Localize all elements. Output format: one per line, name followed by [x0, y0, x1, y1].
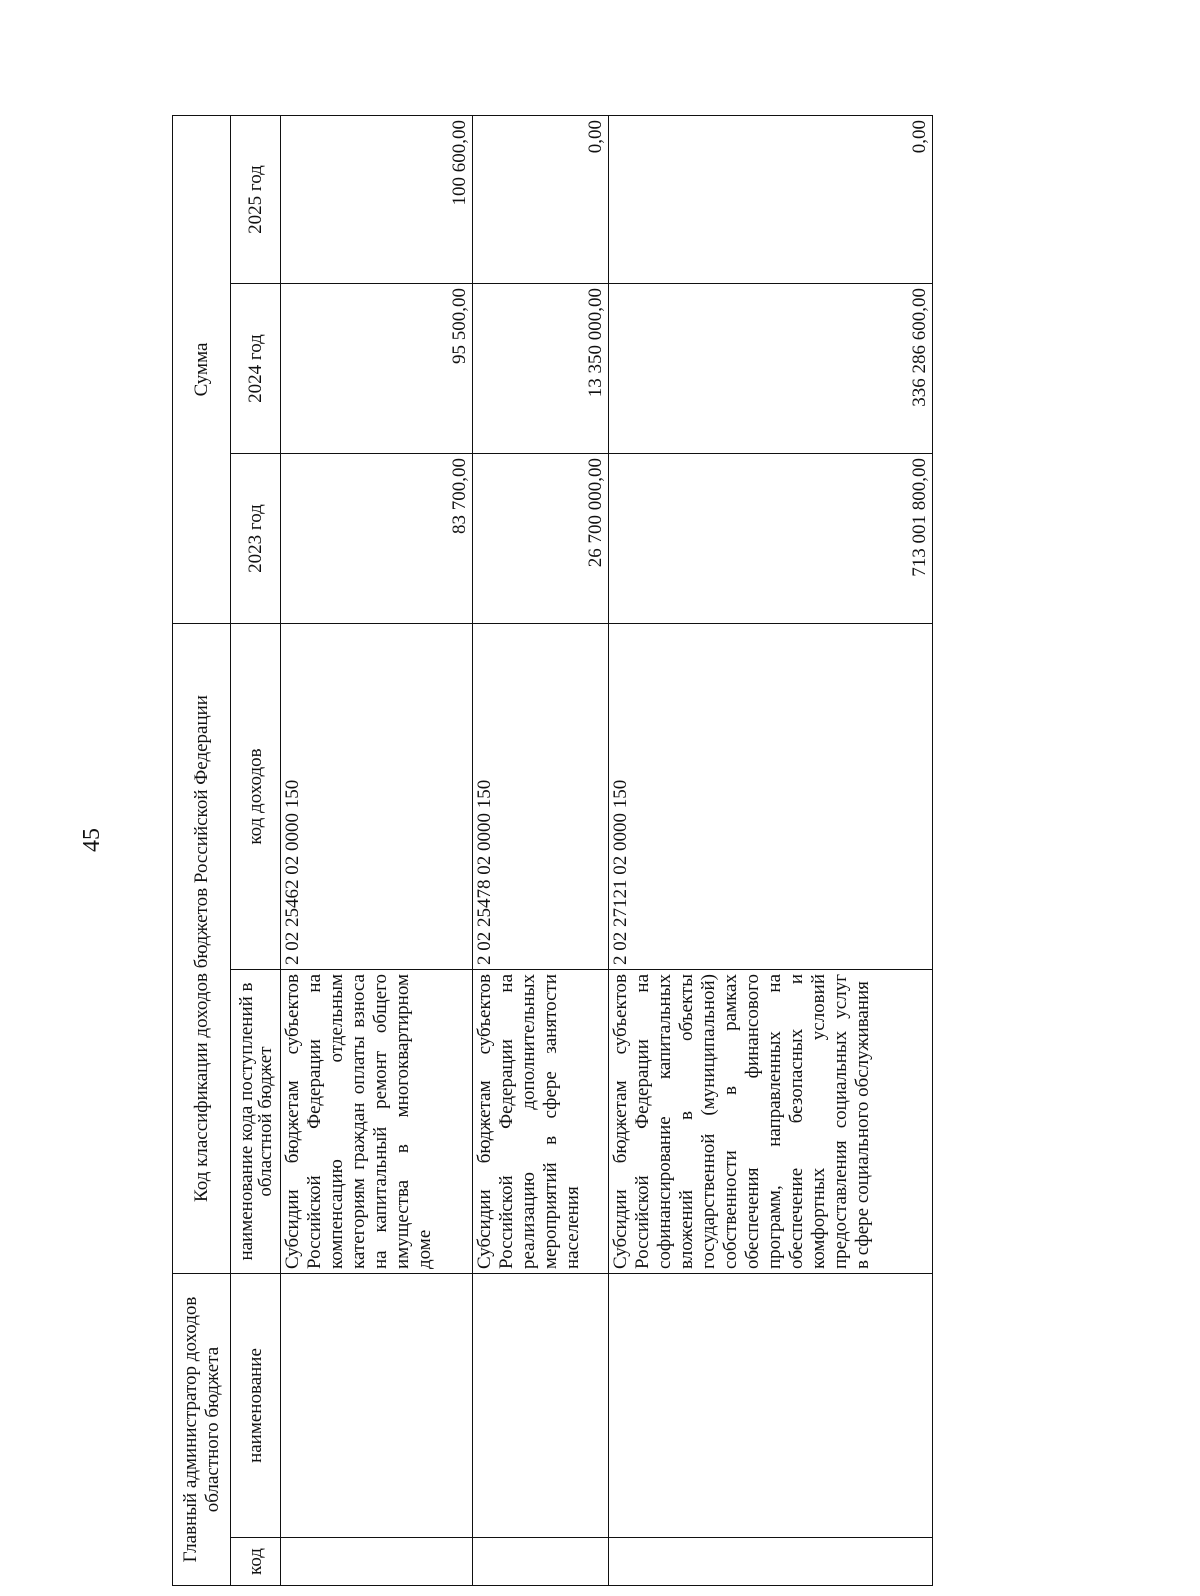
- cell-admin-name: [609, 1274, 933, 1538]
- header-main-administrator: Главный администратор доходов областного бюджета: [173, 1274, 231, 1586]
- header-admin-code: код: [231, 1538, 281, 1586]
- header-row-2: [231, 116, 281, 1586]
- cell-income-name: Субсидии бюджетам субъектов Российской Федерации на реализацию дополнительных мероприятий в сфере занятости населения: [473, 970, 609, 1274]
- cell-income-code: 2 02 27121 02 0000 150: [609, 624, 933, 970]
- table-row: [473, 116, 609, 1586]
- cell-income-code: 2 02 25462 02 0000 150: [281, 624, 473, 970]
- header-year-2023: 2023 год: [231, 454, 281, 624]
- header-income-code: код доходов: [231, 624, 281, 970]
- cell-sum-2023: 713 001 800,00: [609, 454, 933, 624]
- header-admin-name: наименование: [231, 1274, 281, 1538]
- rotated-page-content: [172, 116, 932, 1586]
- cell-admin-code: [281, 1538, 473, 1586]
- cell-income-code: 2 02 25478 02 0000 150: [473, 624, 609, 970]
- cell-sum-2025: 0,00: [609, 116, 933, 284]
- table-row: [281, 116, 473, 1586]
- cell-sum-2023: 83 700,00: [281, 454, 473, 624]
- header-income-name: наименование кода поступлений в областной бюджет: [231, 970, 281, 1274]
- page-number: 45: [78, 828, 105, 852]
- header-year-2025: 2025 год: [231, 116, 281, 284]
- cell-income-name: Субсидии бюджетам субъектов Российской Федерации на компенсацию отдельным категориям граждан оплаты взноса на капитальный ремонт общего имущества в многоквартирном доме: [281, 970, 473, 1274]
- cell-sum-2024: 13 350 000,00: [473, 284, 609, 454]
- cell-admin-name: [281, 1274, 473, 1538]
- header-year-2024: 2024 год: [231, 284, 281, 454]
- cell-sum-2024: 95 500,00: [281, 284, 473, 454]
- cell-sum-2024: 336 286 600,00: [609, 284, 933, 454]
- cell-sum-2025: 0,00: [473, 116, 609, 284]
- income-classification-table: [172, 115, 933, 1586]
- cell-sum-2025: 100 600,00: [281, 116, 473, 284]
- cell-sum-2023: 26 700 000,00: [473, 454, 609, 624]
- cell-admin-code: [473, 1538, 609, 1586]
- cell-admin-name: [473, 1274, 609, 1538]
- cell-admin-code: [609, 1538, 933, 1586]
- cell-income-name: Субсидии бюджетам субъектов Российской Федерации на софинансирование капитальных вложений в объекты государственной (муниципальной) собственности в рамках обеспечения финансового программ, направленных на обеспечение безопасных и комфортных условий предоставления социальных услуг в сфере социального обслуживания: [609, 970, 933, 1274]
- header-row-1: [173, 116, 231, 1586]
- header-sum: Сумма: [173, 116, 231, 624]
- table-row: [609, 116, 933, 1586]
- header-classification-code: Код классификации доходов бюджетов Российской Федерации: [173, 624, 231, 1274]
